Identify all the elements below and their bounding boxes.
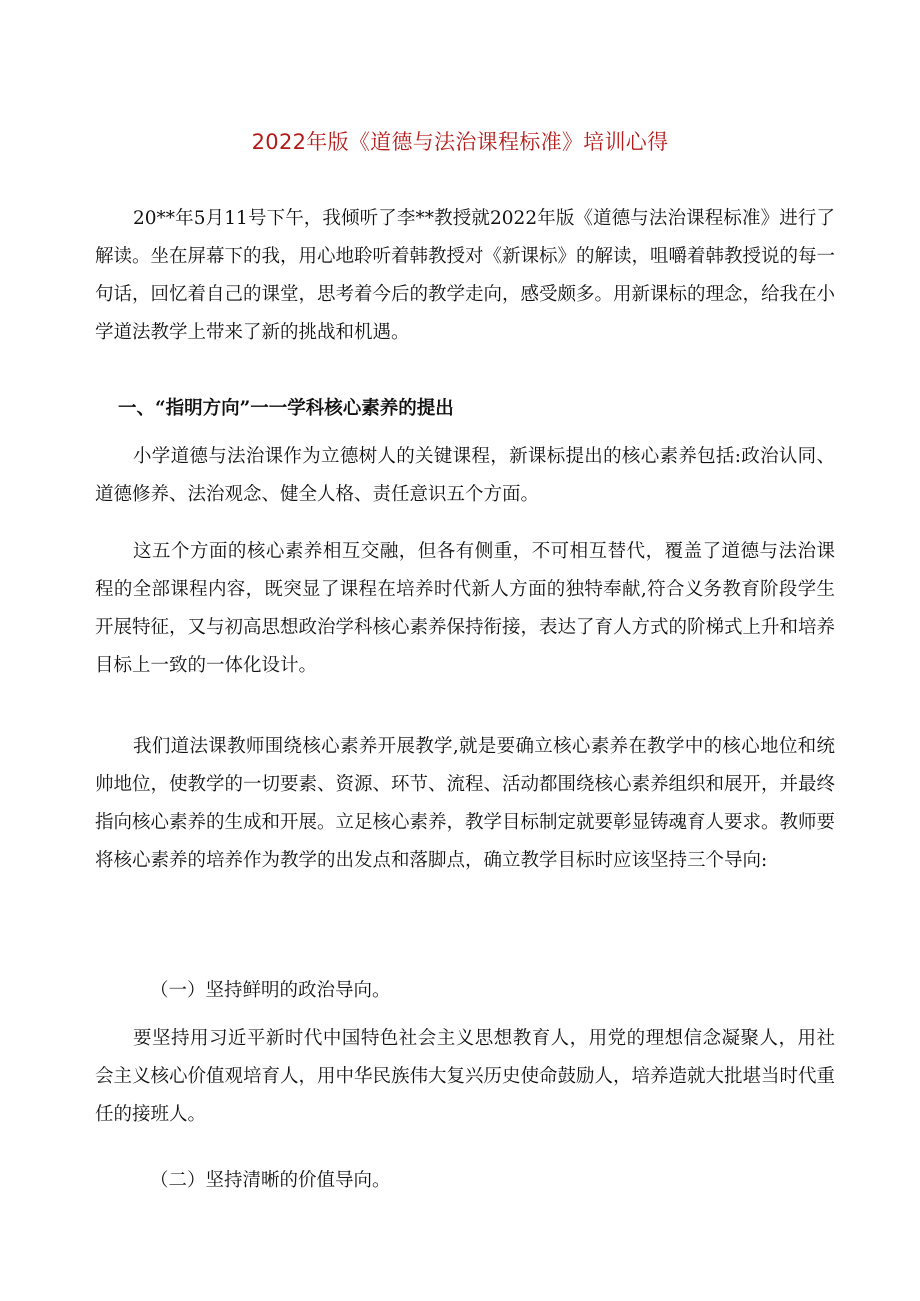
paragraph-teaching-approach: 我们道法课教师围绕核心素养开展教学,就是要确立核心素养在教学中的核心地位和统帅地位，使教学的一切要素、资源、环节、流程、活动都围绕核心素养组织和展开，并最终指向核心素养的生成和开展。立足核心素养，教学目标制定就要彰显铸魂育人要求。教师要将核心素养的培养作为教学的出发点和落脚点，确立教学目标时应该坚持三个导向: [95, 736, 836, 871]
section-heading-1: 一、“指明方向”一一学科核心素养的提出 [118, 398, 454, 419]
document-title: 2022年版《道德与法治课程标准》培训心得 [251, 130, 669, 154]
paragraph-five-aspects: 这五个方面的核心素养相互交融，但各有侧重，不可相互替代，覆盖了道德与法治课程的全部课程内容，既突显了课程在培养时代新人方面的独特奉献,符合义务教育阶段学生开展特征，又与初高思想政治学科核心素养保持衔接，表达了育人方式的阶梯式上升和培养目标上一致的一体化设计。 [95, 541, 836, 676]
paragraph-core-competencies: 小学道德与法治课作为立德树人的关键课程，新课标提出的核心素养包括:政治认同、道德修养、法治观念、健全人格、责任意识五个方面。 [95, 446, 835, 505]
intro-paragraph: 20**年5月11号下午，我倾听了李**教授就2022年版《道德与法治课程标准》进行了解读。坐在屏幕下的我，用心地聆听着韩教授对《新课标》的解读，咀嚼着韩教授说的每一句话，回忆着自己的课堂，思考着今后的教学走向，感受颇多。用新课标的理念，给我在小学道法教学上带来了新的挑战和机遇。 [95, 208, 836, 343]
subheading-political-orientation: （一）坚持鲜明的政治导向。 [150, 980, 391, 1001]
subheading-value-orientation: （二）坚持清晰的价值导向。 [150, 1170, 391, 1191]
paragraph-political-orientation: 要坚持用习近平新时代中国特色社会主义思想教育人，用党的理想信念凝聚人，用社会主义核心价值观培育人，用中华民族伟大复兴历史使命鼓励人，培养造就大批堪当时代重任的接班人。 [95, 1028, 836, 1125]
